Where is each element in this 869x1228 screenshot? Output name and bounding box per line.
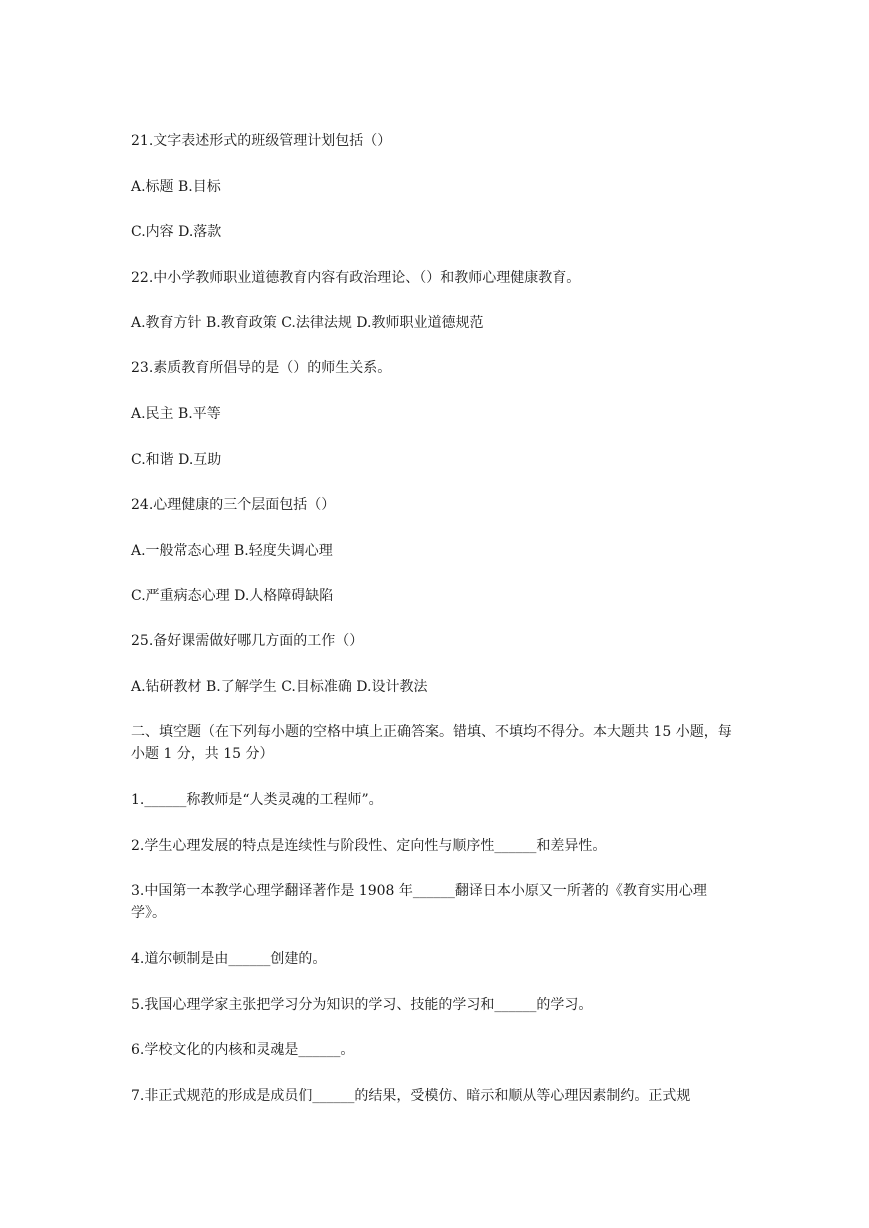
fill-question-2: 2.学生心理发展的特点是连续性与阶段性、定向性与顺序性______和差异性。 bbox=[131, 838, 607, 854]
fill-question-7: 7.非正式规范的形成是成员们______的结果，受模仿、暗示和顺从等心理因素制约。正式规 bbox=[131, 1088, 691, 1104]
fill-question-3: 3.中国第一本教学心理学翻译著作是 1908 年______翻译日本小原又一所著的《教育实用心理学》。 bbox=[131, 883, 707, 921]
question-25-options: A.钻研教材 B.了解学生 C.目标准确 D.设计教法 bbox=[131, 679, 428, 695]
question-23-options-ab: A.民主 B.平等 bbox=[131, 406, 221, 422]
question-24-options-ab: A.一般常态心理 B.轻度失调心理 bbox=[131, 543, 333, 559]
question-24-options-cd: C.严重病态心理 D.人格障碍缺陷 bbox=[131, 588, 334, 604]
fill-question-4: 4.道尔顿制是由______创建的。 bbox=[131, 951, 327, 967]
fill-question-1: 1.______称教师是“人类灵魂的工程师”。 bbox=[131, 792, 383, 808]
question-21-options-cd: C.内容 D.落款 bbox=[131, 224, 222, 240]
question-23: 23.素质教育所倡导的是（）的师生关系。 bbox=[131, 360, 392, 376]
fill-question-6: 6.学校文化的内核和灵魂是______。 bbox=[131, 1042, 355, 1058]
section-fill-in-heading: 二、填空题（在下列每小题的空格中填上正确答案。错填、不填均不得分。本大题共 15 小题，每小题 1 分，共 15 分） bbox=[131, 724, 732, 762]
question-21: 21.文字表述形式的班级管理计划包括（） bbox=[131, 133, 392, 149]
question-25: 25.备好课需做好哪几方面的工作（） bbox=[131, 633, 364, 649]
fill-question-5: 5.我国心理学家主张把学习分为知识的学习、技能的学习和______的学习。 bbox=[131, 997, 593, 1013]
question-22: 22.中小学教师职业道德教育内容有政治理论、（）和教师心理健康教育。 bbox=[131, 270, 581, 286]
question-23-options-cd: C.和谐 D.互助 bbox=[131, 452, 222, 468]
question-24: 24.心理健康的三个层面包括（） bbox=[131, 497, 336, 513]
question-22-options: A.教育方针 B.教育政策 C.法律法规 D.教师职业道德规范 bbox=[131, 315, 484, 331]
question-21-options-ab: A.标题 B.目标 bbox=[131, 179, 221, 195]
